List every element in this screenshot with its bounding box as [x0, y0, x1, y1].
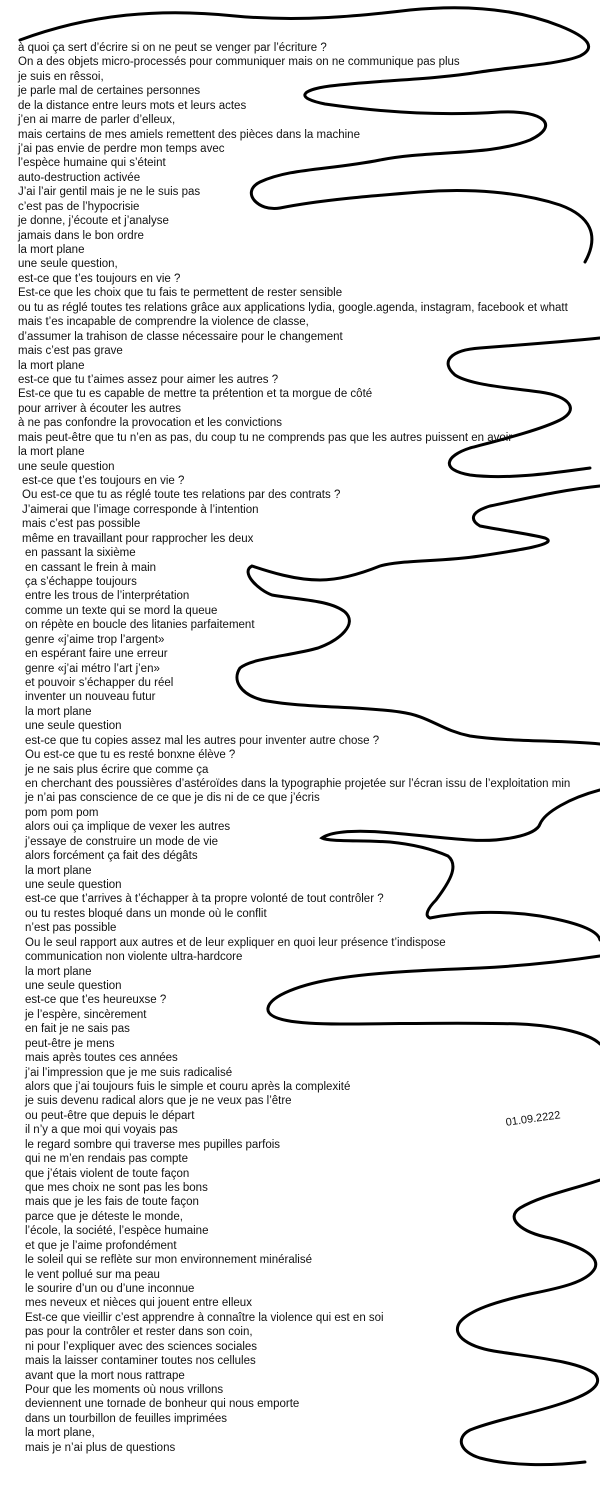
poem-line: une seule question: [25, 979, 122, 992]
poem-line: le vent pollué sur ma peau: [25, 1268, 160, 1281]
poem-line: ou tu as réglé toutes tes relations grâce aux applications lydia, google.agenda, instagram, facebook et whatt: [18, 301, 568, 314]
poem-line: je donne, j’écoute et j’analyse: [18, 215, 169, 228]
poem-line: peut-être je mens: [25, 1037, 115, 1050]
poem-line: j’ai l’impression que je me suis radicalisé: [25, 1066, 233, 1079]
poem-line: pas pour la contrôler et rester dans son coin,: [25, 1326, 253, 1339]
poem-line: Ou le seul rapport aux autres et de leur expliquer en quoi leur présence t’indispose: [25, 936, 446, 949]
poem-line: de la distance entre leurs mots et leurs actes: [18, 99, 247, 112]
poem-line: j’en ai marre de parler d’elleux,: [18, 114, 176, 127]
poem-line: je ne sais plus écrire que comme ça: [25, 763, 209, 776]
poem-line: la mort plane: [18, 244, 85, 256]
poem-line: la mort plane,: [25, 1427, 95, 1440]
poem-line: est-ce que t’es toujours en vie ?: [18, 272, 181, 285]
poem-line: l’école, la société, l’espèce humaine: [25, 1225, 209, 1238]
poem-line: le regard sombre qui traverse mes pupilles parfois: [25, 1138, 281, 1151]
poem-line: mes neveux et nièces qui jouent entre elleux: [25, 1297, 252, 1310]
poem-line: Est-ce que tu es capable de mettre ta prétention et ta morgue de côté: [18, 388, 373, 401]
poem-line: J’ai l’air gentil mais je ne le suis pas: [18, 186, 201, 199]
poem-line: l’espèce humaine qui s’éteint: [18, 157, 166, 170]
poem-line: mais je n’ai plus de questions: [25, 1441, 176, 1454]
poem-line: que j’étais violent de toute façon: [25, 1167, 190, 1180]
poem-line: J’aimerai que l’image corresponde à l’intention: [22, 503, 259, 516]
poem-line: qui ne m’en rendais pas compte: [25, 1153, 189, 1166]
poem-line: parce que je déteste le monde,: [25, 1210, 183, 1223]
poem-line: est-ce que t’arrives à t’échapper à ta propre volonté de tout contrôler ?: [25, 893, 384, 906]
poem-line: en espérant faire une erreur: [25, 648, 168, 661]
poem-line: est-ce que tu t’aimes assez pour aimer les autres ?: [18, 373, 279, 386]
poem-line: ou tu restes bloqué dans un monde où le conflit: [25, 907, 267, 920]
poem-line: en cassant le frein à main: [25, 561, 157, 574]
poem-line: mais c’est pas grave: [18, 345, 123, 357]
poem-line: je l’espère, sincèrement: [25, 1008, 147, 1021]
poem-line: comme un texte qui se mord la queue: [25, 604, 218, 617]
poem-line: mais que je les fais de toute façon: [25, 1196, 199, 1209]
poem-line: mais la laisser contaminer toutes nos cellules: [25, 1355, 256, 1368]
poem-line: j’essaye de construire un mode de vie: [25, 835, 219, 848]
poem-line: une seule question,: [18, 258, 118, 271]
poem-line: dans un tourbillon de feuilles imprimées: [25, 1412, 227, 1425]
poem-line: alors que j’ai toujours fuis le simple et couru après la complexité: [25, 1081, 351, 1093]
poem-line: une seule question: [25, 878, 122, 891]
poem-line: alors oui ça implique de vexer les autres: [25, 821, 231, 834]
poem-line: le sourire d’un ou d’une inconnue: [25, 1283, 195, 1295]
poem-line: ni pour l’expliquer avec des sciences sociales: [25, 1340, 258, 1353]
poem-line: auto-destruction activée: [18, 171, 141, 184]
poem-line: la mort plane: [25, 965, 92, 978]
poem-line: je suis en rêssoi,: [18, 70, 104, 83]
poem-line: la mort plane: [25, 705, 92, 718]
poem-line: entre les trous de l’interprétation: [25, 590, 190, 603]
poem-line: et que je l’aime profondément: [25, 1239, 177, 1252]
poem-line: même en travaillant pour rapprocher les deux: [22, 532, 254, 545]
poem-line: d’assumer la trahison de classe nécessaire pour le changement: [18, 330, 343, 343]
poem-line: le soleil qui se reflète sur mon environnement minéralisé: [25, 1254, 313, 1267]
poem-line: mais peut-être que tu n’en as pas, du coup tu ne comprends pas que les autres puissent en avoir: [18, 431, 513, 444]
poem-line: inventer un nouveau futur: [25, 691, 156, 704]
poem-line: mais t’es incapable de comprendre la violence de classe,: [18, 316, 309, 329]
poem-line: genre «j’aime trop l’argent»: [25, 633, 165, 646]
poem-line: que mes choix ne sont pas les bons: [25, 1182, 208, 1194]
poem-line: je n’ai pas conscience de ce que je dis ni de ce que j’écris: [25, 792, 320, 805]
poem-line: Ou est-ce que tu es resté bonxne élève ?: [25, 749, 236, 762]
poem-line: je suis devenu radical alors que je ne veux pas l’être: [25, 1095, 292, 1108]
poem-line: c’est pas de l’hypocrisie: [18, 200, 140, 213]
poem-line: deviennent une tornade de bonheur qui nous emporte: [25, 1398, 300, 1411]
poem-line: pom pom pom: [25, 806, 99, 819]
poem-line: n’est pas possible: [25, 922, 117, 935]
poem-line: la mort plane: [18, 446, 85, 458]
poem-line: pour arriver à écouter les autres: [18, 402, 181, 415]
poem-line: la mort plane: [25, 864, 92, 877]
date-stamp: 01.09.2222: [505, 1109, 562, 1129]
poem-line: la mort plane: [18, 359, 85, 372]
poem-line: Ou est-ce que tu as réglé toute tes relations par des contrats ?: [22, 489, 341, 502]
poem-line: ça s’échappe toujours: [25, 575, 137, 588]
poem-line: Est-ce que vieillir c’est apprendre à connaître la violence qui est en soi: [25, 1311, 384, 1324]
poem-line: il n’y a que moi qui voyais pas: [25, 1124, 178, 1137]
poem-line: en cherchant des poussières d’astéroïdes dans la typographie projetée sur l’écran issu de l’exploitation min: [25, 777, 571, 790]
poem-line: à ne pas confondre la provocation et les convictions: [18, 417, 283, 430]
poem-line: et pouvoir s’échapper du réel: [25, 676, 174, 689]
poem-line: une seule question: [18, 460, 115, 473]
poem-line: est-ce que tu copies assez mal les autres pour inventer autre chose ?: [25, 734, 380, 747]
poem-line: communication non violente ultra-hardcore: [25, 951, 243, 964]
poem-line: une seule question: [25, 720, 122, 733]
poem-line: mais après toutes ces années: [25, 1052, 178, 1065]
poem-line: en passant la sixième: [25, 547, 136, 559]
poem-line: à quoi ça sert d’écrire si on ne peut se venger par l’écriture ?: [18, 42, 327, 54]
poem-line: On a des objets micro-processés pour communiquer mais on ne communique pas plus: [18, 56, 460, 69]
poem-line: on répète en boucle des litanies parfaitement: [25, 619, 255, 632]
poem-line: mais c’est pas possible: [22, 518, 141, 531]
poem-line: avant que la mort nous rattrape: [25, 1369, 185, 1382]
poem-line: genre «j’ai métro l’art j’en»: [25, 662, 160, 675]
poem-line: est-ce que t’es toujours en vie ?: [22, 474, 185, 487]
poem-line: est-ce que t’es heureuxse ?: [25, 994, 167, 1007]
poem-line: en fait je ne sais pas: [25, 1023, 130, 1036]
poem-line: j’ai pas envie de perdre mon temps avec: [18, 143, 225, 155]
poem-line: je parle mal de certaines personnes: [18, 85, 201, 98]
poem-line: Pour que les moments où nous vrillons: [25, 1384, 224, 1396]
poem-line: jamais dans le bon ordre: [18, 229, 144, 242]
poem-line: ou peut-être que depuis le départ: [25, 1109, 195, 1122]
poem-line: mais certains de mes amiels remettent des pièces dans la machine: [18, 128, 360, 141]
poem-line: Est-ce que les choix que tu fais te permettent de rester sensible: [18, 287, 343, 300]
poem-line: alors forcément ça fait des dégâts: [25, 850, 198, 863]
